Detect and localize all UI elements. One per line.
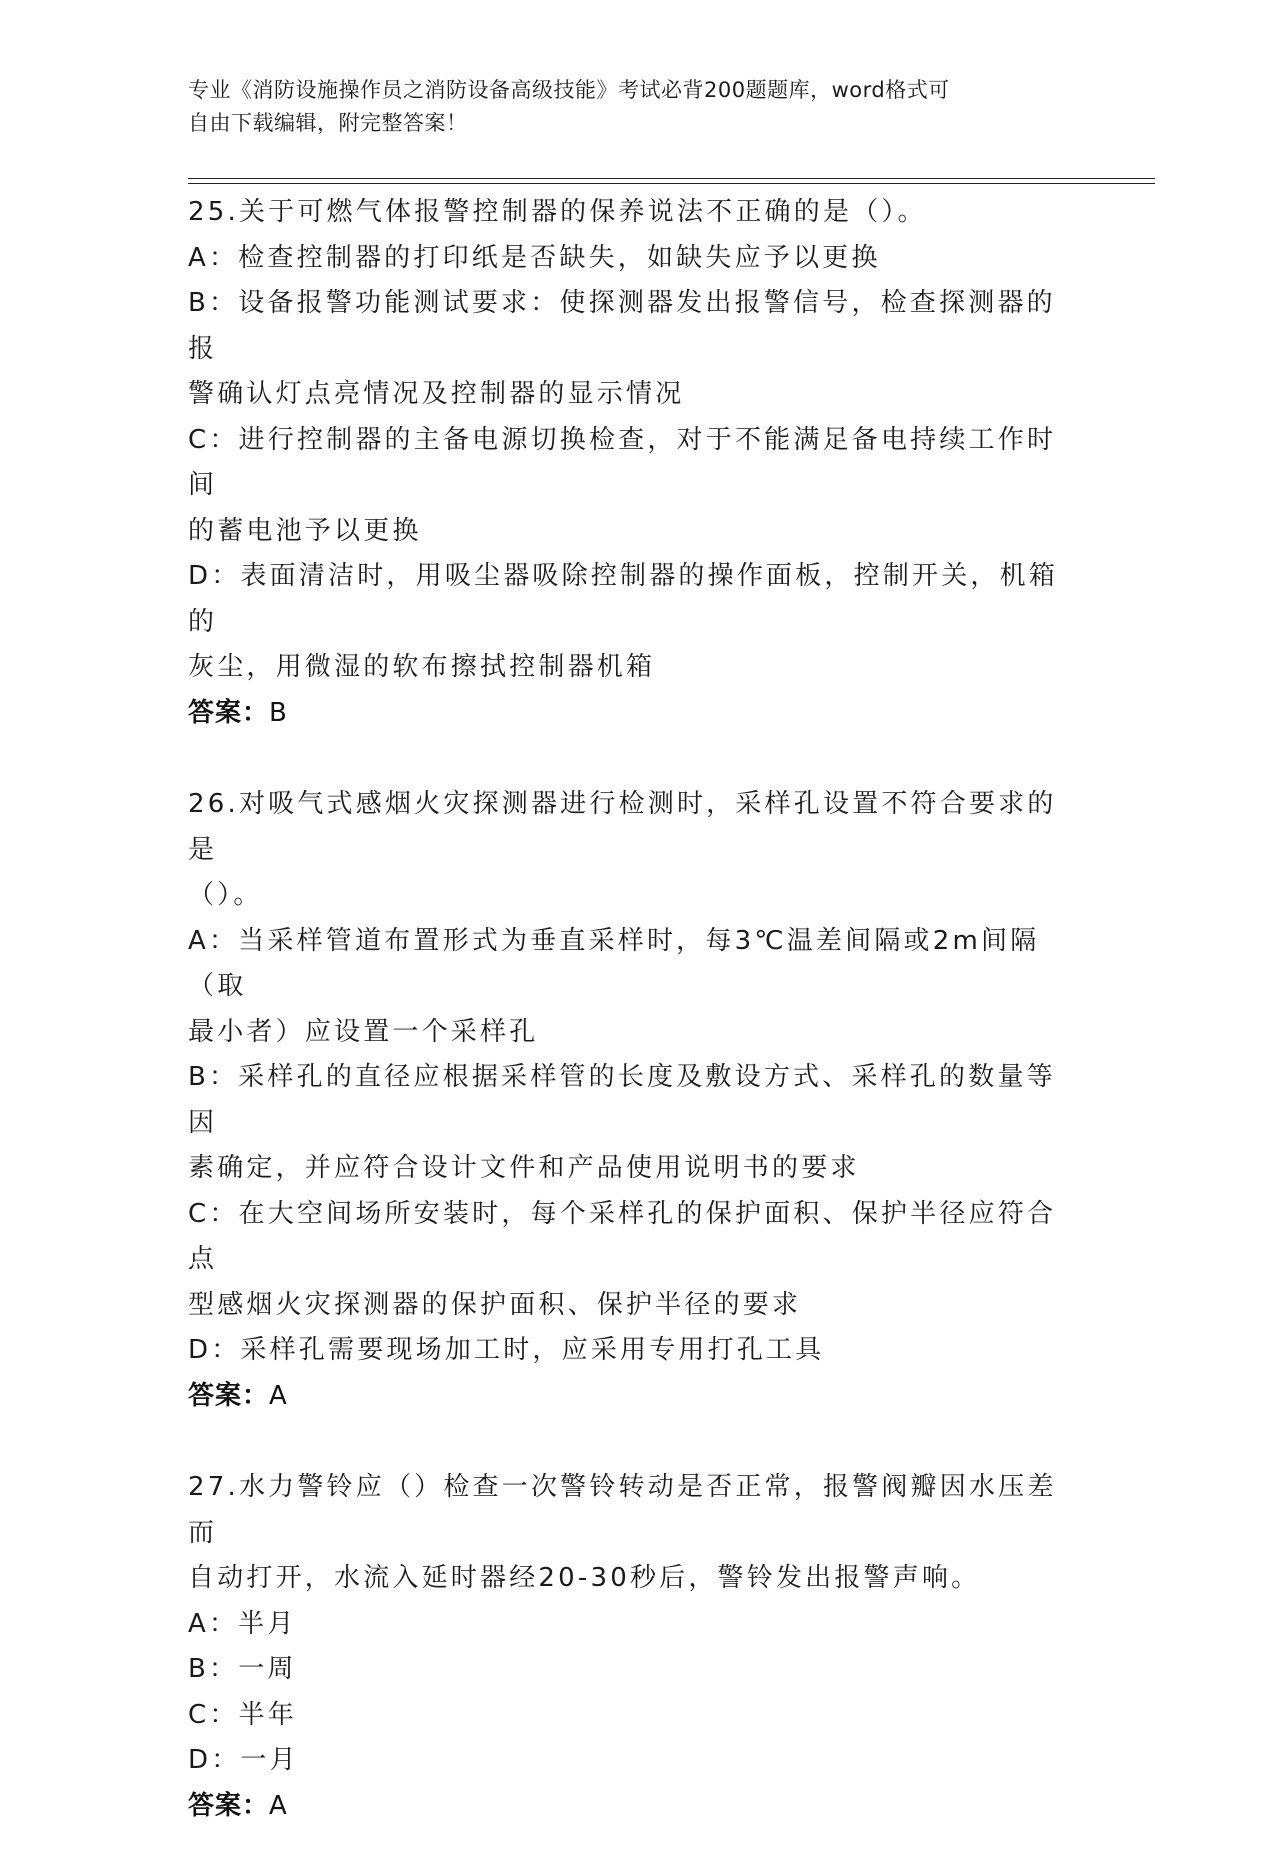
option-line: A：半月 [188, 1608, 297, 1639]
question-block [188, 782, 1083, 1419]
question-stem-line: 26.对吸气式感烟火灾探测器进行检测时，采样孔设置不符合要求的是 [188, 789, 1057, 865]
option-line: C：在大空间场所安装时，每个采样孔的保护面积、保护半径应符合点 [188, 1198, 1057, 1274]
header-line-1: 专业《消防设施操作员之消防设备高级技能》考试必背200题题库，word格式可 [188, 78, 950, 102]
question-block [188, 190, 1083, 736]
answer-line [188, 1784, 1083, 1830]
question-stem-line: 27.水力警铃应（）检查一次警铃转动是否正常，报警阀瓣因水压差而 [188, 1472, 1057, 1548]
document-header [188, 74, 1088, 140]
question-block [188, 1465, 1083, 1829]
answer-label: 答案： [188, 1790, 270, 1821]
option-line: D：采样孔需要现场加工时，应采用专用打孔工具 [188, 1335, 825, 1365]
option-line: 最小者）应设置一个采样孔 [188, 1016, 539, 1047]
question-stem-line: 自动打开，水流入延时器经20-30秒后，警铃发出报警声响。 [188, 1563, 981, 1593]
answer-value: B [269, 697, 288, 728]
option-line: 的蓄电池予以更换 [188, 515, 422, 546]
answer-line [188, 691, 1083, 737]
option-line: C：进行控制器的主备电源切换检查，对于不能满足备电持续工作时间 [188, 424, 1057, 500]
answer-label: 答案： [188, 697, 270, 728]
answer-value: A [269, 1380, 288, 1411]
option-line: B：设备报警功能测试要求：使探测器发出报警信号，检查探测器的报 [188, 288, 1056, 364]
answer-value: A [269, 1790, 288, 1821]
option-line: C：半年 [188, 1699, 297, 1730]
option-line: 型感烟火灾探测器的保护面积、保护半径的要求 [188, 1289, 802, 1320]
option-line: B：一周 [188, 1654, 297, 1684]
option-line: D：一月 [188, 1745, 299, 1775]
question-stem-line: （）。 [188, 880, 263, 910]
header-divider-bottom [188, 183, 1155, 184]
option-line: 警确认灯点亮情况及控制器的显示情况 [188, 379, 685, 409]
option-line: B：采样孔的直径应根据采样管的长度及敷设方式、采样孔的数量等因 [188, 1062, 1056, 1138]
option-line: 素确定，并应符合设计文件和产品使用说明书的要求 [188, 1153, 860, 1183]
header-line-2: 自由下载编辑，附完整答案！ [188, 111, 468, 135]
header-divider-top [188, 178, 1155, 179]
question-list [188, 190, 1083, 1875]
answer-label: 答案： [188, 1380, 270, 1411]
option-line: D：表面清洁时，用吸尘器吸除控制器的操作面板，控制开关，机箱的 [188, 561, 1059, 637]
option-line: 灰尘，用微湿的软布擦拭控制器机箱 [188, 652, 656, 682]
option-line: A：当采样管道布置形式为垂直采样时，每3℃温差间隔或2m间隔（取 [188, 925, 1040, 1001]
answer-line [188, 1374, 1083, 1420]
option-line: A：检查控制器的打印纸是否缺失，如缺失应予以更换 [188, 242, 881, 273]
question-stem-line: 25.关于可燃气体报警控制器的保养说法不正确的是（）。 [188, 197, 927, 227]
